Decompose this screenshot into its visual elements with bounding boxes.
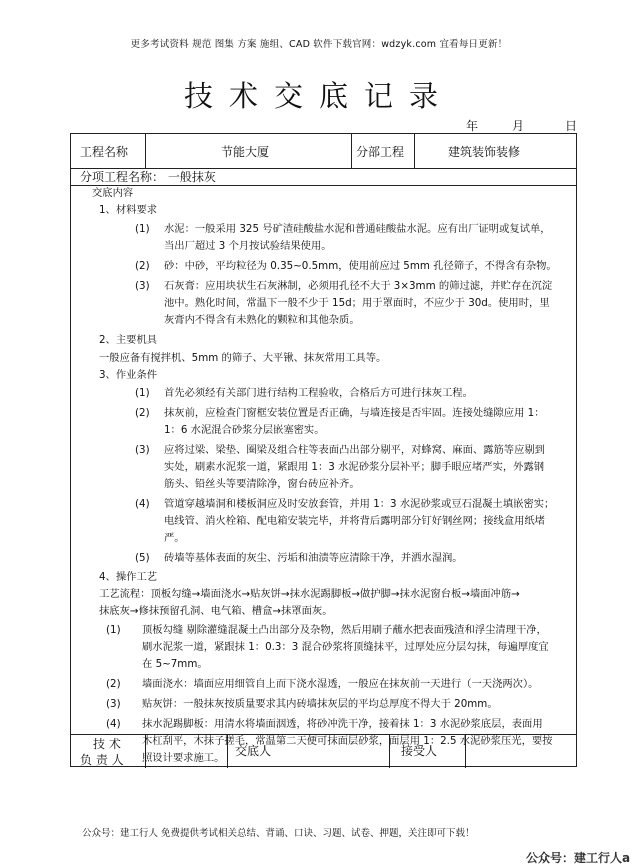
content-line: 当出厂超过 3 个月按试验结果使用。 <box>164 240 332 252</box>
content-line: 刷水泥浆一道，紧跟抹 1：0.3：3 混合砂浆将顶缝抹平，过厚处应分层勾抹，每遍厚度宜 <box>142 641 549 653</box>
content-heading: 交底内容 <box>92 187 134 199</box>
content-line: 池中。熟化时间，常温下一般不少于 15d；用于罩面时，不应少于 30d。使用时，里 <box>164 297 550 309</box>
content-line: 电线管、消火栓箱、配电箱安装完毕，并将背后露明部分钉好钢丝网；接线盒用纸堵 <box>164 515 545 527</box>
item-number: (1) <box>106 624 121 636</box>
date-day-label: 日 <box>565 119 578 133</box>
content-line: 墙面浇水：墙面应用细管自上而下浇水湿透，一般应在抹灰前一天进行（一天浇两次）。 <box>142 678 539 690</box>
item-number: (1) <box>135 387 150 399</box>
division-value: 建筑装饰装修 <box>448 145 521 159</box>
column-divider <box>414 134 415 168</box>
content-line: 抹灰前，应检查门窗框安装位置是否正确，与墙连接是否牢固。连接处缝隙应用 1： <box>164 407 545 419</box>
page-title: 技术交底记录 <box>183 79 454 113</box>
item-number: (4) <box>106 718 121 730</box>
content-line: 工艺流程：顶板勾缝→墙面浇水→贴灰饼→抹水泥踢脚板→做护脚→抹水泥窗台板→墙面冲筋→ <box>99 588 520 600</box>
content-line: 灰膏内不得含有未熟化的颗粒和其他杂质。 <box>164 314 360 326</box>
content-line: 实处，刷素水泥浆一道，紧跟用 1：3 水泥砂浆分层补平；脚手眼应堵严实，外露钢 <box>164 461 545 473</box>
item-number: (3) <box>106 698 121 710</box>
content-line: 抹水泥踢脚板：用清水将墙面洇透，将砂冲洗干净，接着抹 1：3 水泥砂浆底层，表面用 <box>142 718 543 730</box>
content-line: 管道穿越墙洞和楼板洞应及时安放套管，并用 1：3 水泥砂浆或豆石混凝土填嵌密实； <box>164 498 555 510</box>
division-label: 分部工程 <box>356 145 405 159</box>
content-line: 严。 <box>164 532 185 544</box>
content-line: 砖墙等基体表面的灰尘、污垢和油渍等应清除干净，并洒水湿润。 <box>164 552 463 564</box>
section-heading: 1、材料要求 <box>99 204 158 216</box>
download-banner: 更多考试资料 规范 图集 方案 施组、CAD 软件下载官网：wdzyk.com 宜看每日更新！ <box>130 39 508 50</box>
content-line: 水泥：一般采用 325 号矿渣硅酸盐水泥和普通硅酸盐水泥。应有出厂证明或复试单， <box>164 223 551 235</box>
content-line: 木杠刮平，木抹子搓毛，常温第二天便可抹面层砂浆，面层用 1：2.5 水泥砂浆压光，要按 <box>142 735 553 747</box>
column-divider <box>145 134 146 168</box>
project-name-label: 工程名称 <box>80 145 129 159</box>
date-month-label: 月 <box>512 119 525 133</box>
content-line: 照设计要求施工。 <box>142 752 225 764</box>
handover-person-label: 交底人 <box>235 744 272 758</box>
subitem-name: 分项工程名称： 一般抹灰 <box>80 170 216 184</box>
content-line: 在 5~7mm。 <box>142 658 208 670</box>
record-table <box>70 133 577 767</box>
receiver-label: 接受人 <box>401 744 438 758</box>
item-number: (5) <box>135 552 150 564</box>
content-line: 应将过梁、梁垫、圈梁及组合柱等表面凸出部分剔平，对蜂窝、麻面、露筋等应剔到 <box>164 444 545 456</box>
item-number: (1) <box>135 223 150 235</box>
content-line: 石灰膏：应用块状生石灰淋制，必须用孔径不大于 3×3mm 的筛过滤，并贮存在沉淀 <box>164 280 553 292</box>
content-line: 砂：中砂，平均粒径为 0.35~0.5mm，使用前应过 5mm 孔径筛子，不得含有杂物。 <box>164 260 557 272</box>
content-line: 顶板勾缝 剔除灌缝混凝土凸出部分及杂物，然后用刷子蘸水把表面残渣和浮尘清理干净， <box>142 624 547 636</box>
tech-lead-label-line1: 技 术 <box>93 737 121 751</box>
section-heading: 2、主要机具 <box>99 334 158 346</box>
footer-note: 公众号：建工行人 免费提供考试相关总结、背诵、口诀、习题、试卷、押题，关注即可下载！ <box>82 828 475 839</box>
column-divider <box>351 134 352 168</box>
project-name-value: 节能大厦 <box>221 145 270 159</box>
section-heading: 4、操作工艺 <box>99 571 158 583</box>
item-number: (3) <box>135 280 150 292</box>
section-heading: 3、作业条件 <box>99 369 158 381</box>
content-line: 一般应备有搅拌机、5mm 的筛子、大平锹、抹灰常用工具等。 <box>99 352 387 364</box>
item-number: (2) <box>106 678 121 690</box>
item-number: (3) <box>135 444 150 456</box>
content-line: 首先必须经有关部门进行结构工程验收，合格后方可进行抹灰工程。 <box>164 387 473 399</box>
content-line: 筋头、铅丝头等要清除净，窗台砖应补齐。 <box>164 478 360 490</box>
date-year-label: 年 <box>466 119 479 133</box>
tech-lead-label-line2: 负 责 人 <box>80 753 124 767</box>
watermark: 公众号：建工行人a <box>526 851 631 865</box>
content-line: 抹底灰→修抹预留孔洞、电气箱、槽盒→抹罩面灰。 <box>99 605 333 617</box>
item-number: (2) <box>135 260 150 272</box>
item-number: (2) <box>135 407 150 419</box>
item-number: (4) <box>135 498 150 510</box>
row-divider <box>71 168 576 169</box>
content-line: 1：6 水泥混合砂浆分层嵌塞密实。 <box>164 424 325 436</box>
content-line: 贴灰饼：一般抹灰按质量要求其内砖墙抹灰层的平均总厚度不得大于 20mm。 <box>142 698 498 710</box>
